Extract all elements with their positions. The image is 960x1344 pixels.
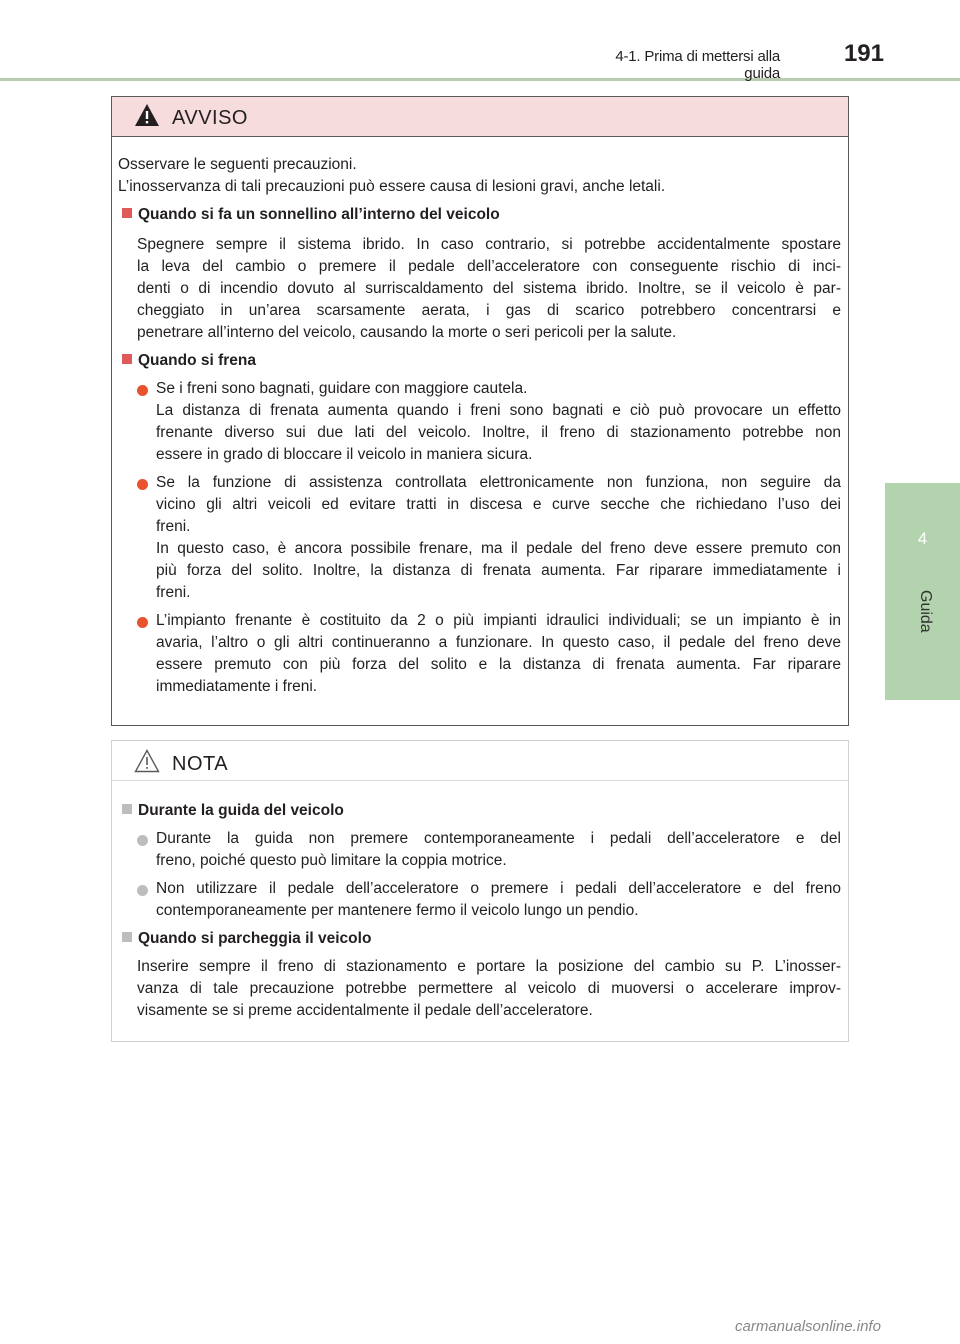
list-item-line: più forza del solito. Inoltre, la distanza di frenata aumenta. Far riparare immediatamente i	[156, 562, 841, 579]
list-item-line: La distanza di frenata aumenta quando i freni sono bagnati e ciò può provocare un effetto	[156, 402, 841, 419]
list-item-line: contemporaneamente per mantenere fermo il veicolo lungo un pendio.	[156, 902, 639, 919]
square-bullet-icon	[122, 354, 132, 364]
chapter-tab[interactable]	[885, 483, 960, 700]
list-item-line: Durante la guida non premere contemporaneamente i pedali dell’acceleratore e del	[156, 830, 841, 847]
subheading	[122, 349, 256, 373]
header-rule	[0, 78, 960, 81]
warning-title: AVVISO	[172, 107, 248, 129]
square-bullet-icon	[122, 932, 132, 942]
subheading-text: Quando si fa un sonnellino all’interno del veicolo	[138, 206, 500, 223]
list-item-line: L’impianto frenante è costituito da 2 o più impianti idraulici individuali; se un impianto è in	[156, 612, 841, 629]
intro-line: Osservare le seguenti precauzioni.	[118, 156, 357, 173]
subheading	[122, 799, 344, 823]
subheading	[122, 203, 500, 227]
paragraph-line: Spegnere sempre il sistema ibrido. In caso contrario, si potrebbe accidentalmente spostare	[137, 236, 841, 253]
subheading-text: Durante la guida del veicolo	[138, 802, 344, 819]
list-item-line: Se i freni sono bagnati, guidare con maggiore cautela.	[156, 380, 528, 397]
paragraph-line: penetrare all’interno del veicolo, causando la morte o seri pericoli per la salute.	[137, 324, 677, 341]
bullet-dot-icon	[137, 385, 148, 396]
warning-box-header	[112, 97, 848, 137]
chapter-number: 4	[917, 529, 928, 548]
list-item-line: frenante diverso sui due lati del veicolo. Inoltre, il freno di stazionamento potrebbe non	[156, 424, 841, 441]
bullet-dot-icon	[137, 479, 148, 490]
paragraph-line: cheggiato in un’area scarsamente aerata, i gas di scarico potrebbero concentrarsi e	[137, 302, 841, 319]
paragraph-line: Inserire sempre il freno di stazionamento e portare la posizione del cambio su P. L’inosser-	[137, 958, 841, 975]
note-title: NOTA	[172, 753, 229, 775]
watermark[interactable]: carmanualsonline.info	[735, 1318, 881, 1335]
list-item-line: In questo caso, è ancora possibile frenare, ma il pedale del freno deve essere premuto con	[156, 540, 841, 557]
note-box	[111, 740, 849, 1042]
caution-triangle-icon	[134, 749, 160, 773]
list-item-line: essere in grado di bloccare il veicolo in maniera sicura.	[156, 446, 533, 463]
intro-line: L’inosservanza di tali precauzioni può essere causa di lesioni gravi, anche letali.	[118, 178, 666, 195]
list-item-line: Se la funzione di assistenza controllata elettronicamente non funziona, non seguire da	[156, 474, 841, 491]
list-item-line: Non utilizzare il pedale dell’acceleratore o premere i pedali dell’acceleratore e del freno	[156, 880, 841, 897]
warning-triangle-icon	[134, 103, 160, 127]
bullet-dot-icon	[137, 835, 148, 846]
page-number: 191	[843, 40, 884, 67]
list-item-line: freno, poiché questo può limitare la coppia motrice.	[156, 852, 507, 869]
section-title: 4-1. Prima di mettersi alla guida	[615, 48, 780, 82]
paragraph-line: la leva del cambio o premere il pedale dell’acceleratore con conseguente rischio di inci-	[137, 258, 841, 275]
list-item-line: immediatamente i freni.	[156, 678, 318, 695]
paragraph-line: visamente se si preme accidentalmente il pedale dell’acceleratore.	[137, 1002, 593, 1019]
subheading-text: Quando si frena	[138, 352, 256, 369]
bullet-dot-icon	[137, 617, 148, 628]
bullet-dot-icon	[137, 885, 148, 896]
subheading	[122, 927, 371, 951]
list-item-line: vicino gli altri veicoli ed evitare tratti in discesa e curve secche che richiedano l’uso dei	[156, 496, 841, 513]
paragraph-line: denti o di incendio dovuto al surriscaldamento del sistema ibrido. Inoltre, se il veicolo è par-	[137, 280, 841, 297]
square-bullet-icon	[122, 208, 132, 218]
list-item-line: avaria, l’altro o gli altri continueranno a funzionare. In questo caso, il pedale del freno deve	[156, 634, 841, 651]
list-item-line: freni.	[156, 518, 191, 535]
list-item-line: freni.	[156, 584, 191, 601]
warning-box	[111, 96, 849, 726]
square-bullet-icon	[122, 804, 132, 814]
note-box-header	[112, 741, 848, 781]
paragraph-line: vanza di tale precauzione potrebbe permettere al veicolo di muoversi o accelerare improv-	[137, 980, 841, 997]
subheading-text: Quando si parcheggia il veicolo	[138, 930, 372, 947]
chapter-label: Guida	[917, 590, 934, 633]
list-item-line: essere premuto con più forza del solito e la distanza di frenata aumenta. Far riparare	[156, 656, 841, 673]
